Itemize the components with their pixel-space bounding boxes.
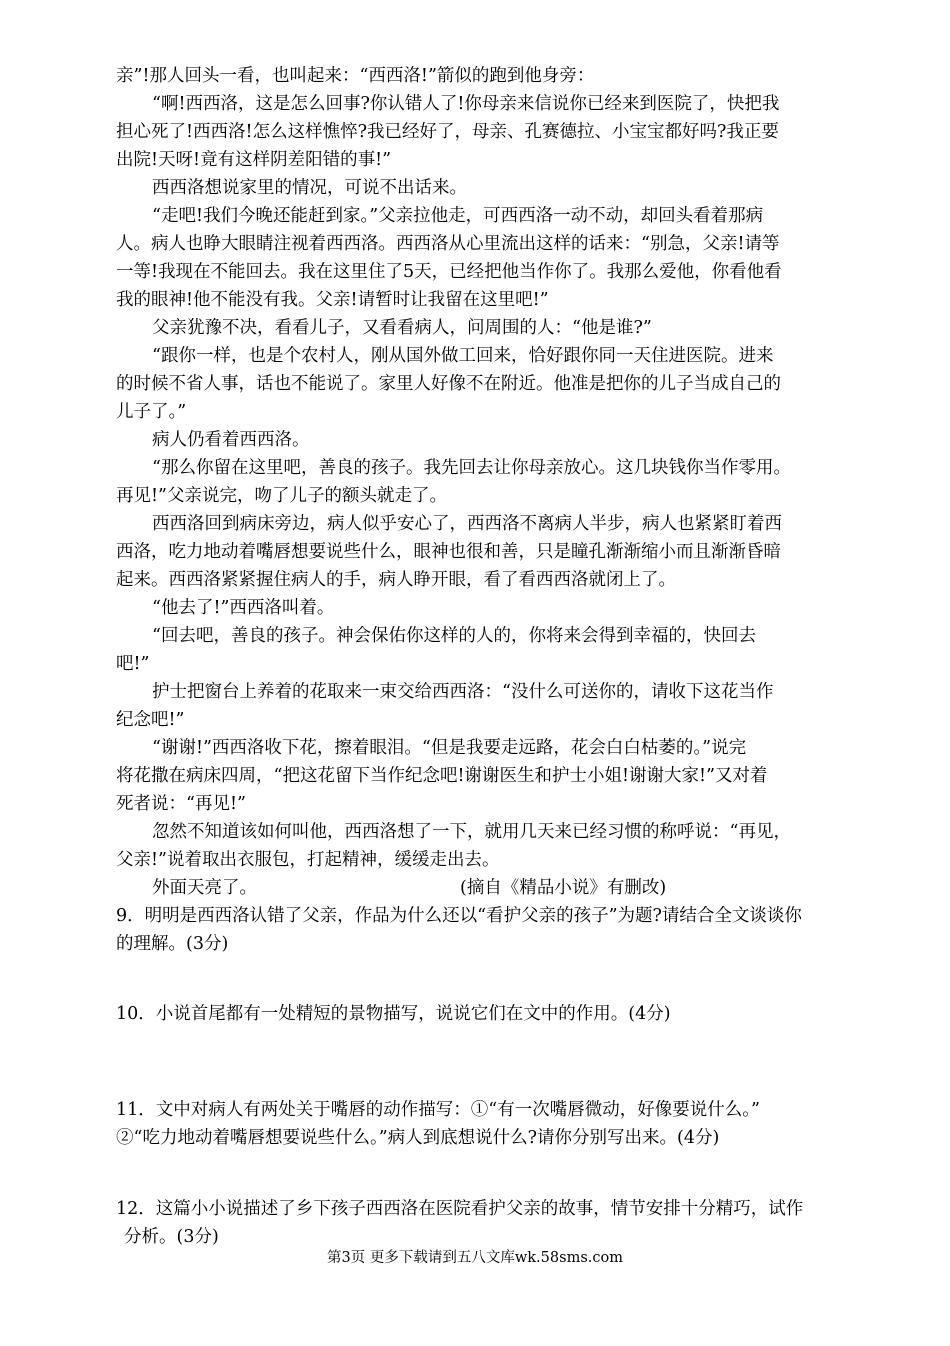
story-line: “啊!西西洛，这是怎么回事?你认错人了!你母亲来信说你已经来到医院了，快把我 xyxy=(152,94,780,114)
story-line: 起来。西西洛紧紧握住病人的手，病人睁开眼，看了看西西洛就闭上了。 xyxy=(116,570,676,590)
story-line: 再见!”父亲说完，吻了儿子的额头就走了。 xyxy=(116,486,447,506)
question-11-cont: ②“吃力地动着嘴唇想要说些什么。”病人到底想说什么?请你分别写出来。(4分) xyxy=(116,1128,720,1148)
story-line: 儿子了。” xyxy=(116,402,187,422)
story-line: 外面天亮了。 xyxy=(152,878,257,898)
question-10: 10．小说首尾都有一处精短的景物描写，说说它们在文中的作用。(4分) xyxy=(116,1004,671,1024)
story-line: “跟你一样，也是个农村人，刚从国外做工回来，恰好跟你同一天住进医院。进来 xyxy=(152,346,774,366)
story-line: 一等!我现在不能回去。我在这里住了5天，已经把他当作你了。我那么爱他，你看他看 xyxy=(116,262,782,282)
question-11: 11．文中对病人有两处关于嘴唇的动作描写：①“有一次嘴唇微动，好像要说什么。” xyxy=(116,1100,760,1120)
story-line: “回去吧，善良的孩子。神会保佑你这样的人的，你将来会得到幸福的，快回去 xyxy=(152,626,756,646)
story-line: 人。病人也睁大眼睛注视着西西洛。西西洛从心里流出这样的话来：“别急，父亲!请等 xyxy=(116,234,780,254)
story-line: 吧!” xyxy=(116,654,150,674)
story-line: 担心死了!西西洛!怎么这样憔悴?我已经好了，母亲、孔赛德拉、小宝宝都好吗?我正要 xyxy=(116,122,779,142)
story-line: 父亲犹豫不决，看看儿子，又看看病人，问周围的人：“他是谁?” xyxy=(152,318,652,338)
story-line: 护士把窗台上养着的花取来一束交给西西洛：“没什么可送你的，请收下这花当作 xyxy=(152,682,774,702)
page-footer: 第3页 更多下载请到五八文库wk.58sms.com xyxy=(327,1250,623,1266)
story-line: 忽然不知道该如何叫他，西西洛想了一下，就用几天来已经习惯的称呼说：“再见， xyxy=(152,822,791,842)
story-line: 纪念吧!” xyxy=(116,710,185,730)
question-12: 12．这篇小小说描述了乡下孩子西西洛在医院看护父亲的故事，情节安排十分精巧，试作 xyxy=(116,1199,804,1219)
story-line: 西西洛回到病床旁边，病人似乎安心了，西西洛不离病人半步，病人也紧紧盯着西 xyxy=(152,514,782,534)
story-line: “走吧!我们今晚还能赶到家。”父亲拉他走，可西西洛一动不动，却回头看着那病 xyxy=(152,206,764,226)
source-citation: (摘自《精品小说》有删改) xyxy=(460,878,667,898)
story-line: 出院!天呀!竟有这样阴差阳错的事!” xyxy=(116,150,392,170)
story-line: 将花撒在病床四周，“把这花留下当作纪念吧!谢谢医生和护士小姐!谢谢大家!”又对着 xyxy=(116,766,768,786)
story-line: 我的眼神!他不能没有我。父亲!请暂时让我留在这里吧!” xyxy=(116,290,549,310)
question-12-cont: 分析。(3分) xyxy=(124,1227,219,1247)
story-line: “谢谢!”西西洛收下花，擦着眼泪。“但是我要走远路，花会白白枯萎的。”说完 xyxy=(152,738,747,758)
story-line: “那么你留在这里吧，善良的孩子。我先回去让你母亲放心。这几块钱你当作零用。 xyxy=(152,458,791,478)
story-line: 西洛，吃力地动着嘴唇想要说些什么，眼神也很和善，只是瞳孔渐渐缩小而且渐渐昏暗 xyxy=(116,542,781,562)
story-line: 亲”!那人回头一看，也叫起来：“西西洛!”箭似的跑到他身旁： xyxy=(116,66,595,86)
story-line: 病人仍看着西西洛。 xyxy=(152,430,310,450)
story-line: 西西洛想说家里的情况，可说不出话来。 xyxy=(152,178,467,198)
story-line: 的时候不省人事，话也不能说了。家里人好像不在附近。他准是把你的儿子当成自己的 xyxy=(116,374,781,394)
question-9-cont: 的理解。(3分) xyxy=(116,934,229,954)
story-line: 死者说：“再见!” xyxy=(116,794,246,814)
question-9: 9．明明是西西洛认错了父亲，作品为什么还以“看护父亲的孩子”为题?请结合全文谈谈你 xyxy=(116,906,802,926)
story-line: “他去了!”西西洛叫着。 xyxy=(152,598,335,618)
story-line: 父亲!”说着取出衣服包，打起精神，缓缓走出去。 xyxy=(116,850,500,870)
